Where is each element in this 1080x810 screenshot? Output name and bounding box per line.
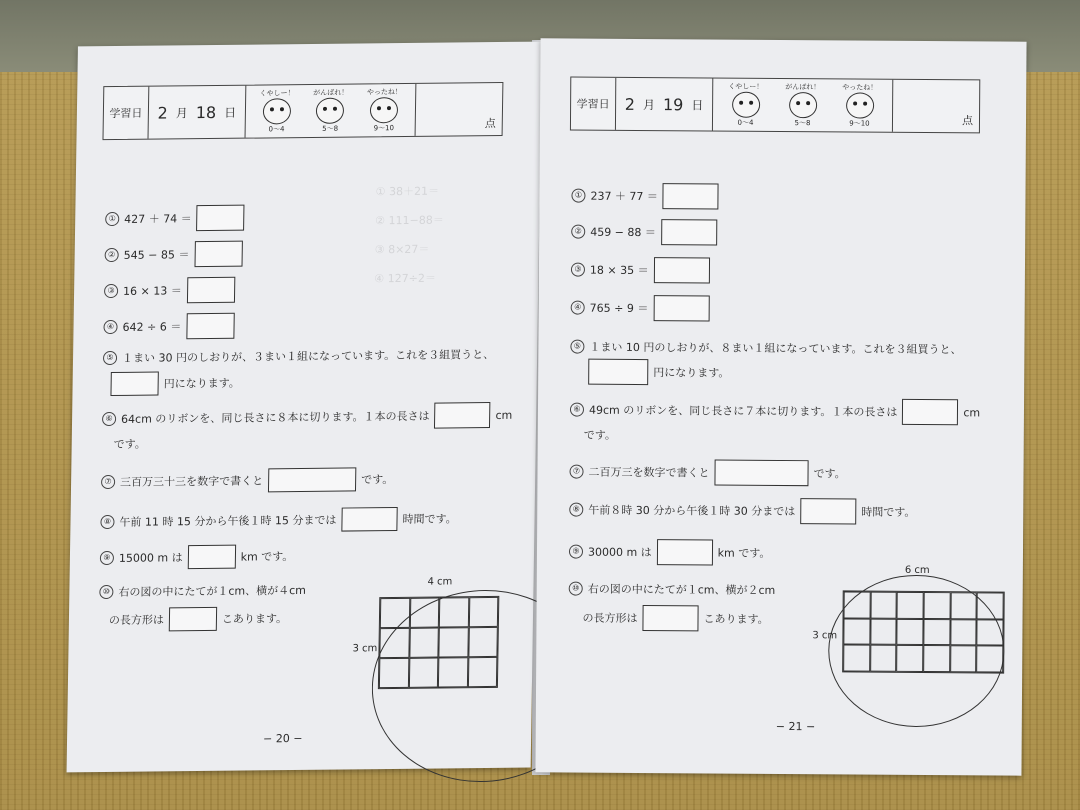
study-date (149, 86, 247, 139)
answer-box[interactable] (110, 372, 158, 397)
question-8: ⑧ 午前 11 時 15 分から午後１時 15 分までは 時間です。 (100, 506, 457, 534)
question-10: ⑩ 右の図の中にたてが１cm、横が４cm (99, 582, 306, 600)
question-5: ⑤ １まい 30 円のしおりが、３まい１組になっています。これを３組買うと、 (103, 346, 494, 366)
score-faces (246, 84, 417, 138)
page-number: − 21 − (775, 719, 816, 734)
study-date-header (570, 77, 980, 134)
question-9: ⑨ 30000 m は km です。 (569, 539, 771, 566)
face-frustrated-icon: くやしー！ 0〜4 (259, 89, 295, 134)
study-date-header (102, 82, 503, 140)
question-5-answer: 円になります。 (110, 371, 240, 396)
score-box[interactable] (893, 80, 979, 133)
left-page: 学習日 2 月 18 日 くやしー！ 0〜4 がんばれ！ 5〜8 やったね！ 9〜10 点 ① 38＋21＝ ② 111−88＝ ③ 8×27＝ ④ 127÷2＝ ① 427 ＋ 74 ＝ ② 545 − 85 ＝ ③ 16 × 13 ＝ ④ 642 ÷ 6 ＝ ⑤ １まい 30 円のしおりが、３まい１組になっています。これを３組買うと、 円になります。 ⑥ 64cm のリボンを、同じ長さに８本に切ります。１本の長さは cm です。 ⑦ 三百万三十三を数字で書くと です。 ⑧ 午前 11 時 15 分から午後１時 15 分までは 時間です。 ⑨ 15000 m は km です。 ⑩ 右の図の中にたてが１cm、横が４cm の長方形は こあります。 4 cm 3 cm − 20 − (67, 42, 543, 773)
width-label: 6 cm (904, 564, 930, 577)
question-3: ③ 16 × 13 ＝ (104, 277, 235, 304)
height-label: 3 cm (352, 643, 378, 655)
question-2: ② 459 − 88 ＝ (571, 219, 717, 246)
question-7: ⑦ 三百万三十三を数字で書くと です。 (101, 467, 394, 494)
rectangle-grid-6x3 (842, 590, 1005, 673)
question-5-answer: 円になります。 (588, 359, 729, 386)
question-10-answer: の長方形は こあります。 (109, 606, 288, 632)
question-3: ③ 18 × 35 ＝ (571, 257, 710, 284)
question-1: ① 237 ＋ 77 ＝ (571, 183, 719, 210)
page-number: − 20 − (262, 731, 303, 746)
question-6: ⑥ 64cm のリボンを、同じ長さに８本に切ります。１本の長さは cm (102, 402, 513, 432)
question-5: ⑤ １まい 10 円のしおりが、８まい１組になっています。これを３組買うと、 (570, 339, 961, 358)
question-2: ② 545 − 85 ＝ (104, 241, 242, 268)
answer-box[interactable] (187, 277, 235, 304)
right-page (535, 38, 1026, 775)
answer-box[interactable] (434, 402, 490, 429)
answer-box[interactable] (588, 359, 648, 385)
score-box[interactable] (416, 83, 503, 136)
answer-box[interactable] (169, 607, 217, 632)
month-unit: 月 (175, 105, 188, 120)
height-label: 3 cm (812, 630, 838, 642)
answer-box[interactable] (661, 219, 717, 245)
question-6-end: です。 (113, 437, 146, 451)
answer-box[interactable] (642, 605, 698, 631)
face-cheer-icon: がんばれ！ 5〜8 (313, 88, 349, 133)
answer-box[interactable] (186, 313, 234, 340)
answer-box[interactable] (800, 498, 856, 524)
rectangle-grid-4x3 (378, 596, 499, 689)
answer-box[interactable] (663, 183, 719, 209)
answer-box[interactable] (714, 460, 808, 487)
question-7: ⑦ 二百万三を数字で書くと です。 (569, 459, 845, 487)
face-frustrated-icon: くやしー！ 0〜4 (728, 82, 764, 127)
answer-box[interactable] (657, 539, 713, 565)
study-date (616, 78, 713, 131)
answer-box[interactable] (653, 295, 709, 321)
score-faces (713, 79, 893, 132)
day-unit: 日 (224, 105, 237, 120)
month-unit: 月 (642, 97, 656, 112)
answer-box[interactable] (194, 241, 242, 268)
question-6: ⑥ 49cm のリボンを、同じ長さに７本に切ります。１本の長さは cm (570, 397, 980, 426)
month-value: 2 (624, 94, 636, 114)
question-9: ⑨ 15000 m は km です。 (100, 544, 294, 570)
day-value: 18 (195, 102, 217, 122)
question-4: ④ 642 ÷ 6 ＝ (103, 313, 234, 340)
question-8: ⑧ 午前８時 30 分から午後１時 30 分までは 時間です。 (569, 497, 915, 525)
question-10: ⑩ 右の図の中にたてが１cm、横が２cm (569, 581, 776, 598)
question-1: ① 427 ＋ 74 ＝ (105, 205, 245, 232)
answer-box[interactable] (902, 399, 958, 425)
face-cheer-icon: がんばれ！ 5〜8 (785, 83, 821, 128)
question-10-answer: の長方形は こあります。 (582, 605, 768, 632)
face-happy-icon: やったね！ 9〜10 (842, 83, 878, 128)
face-happy-icon: やったね！ 9〜10 (366, 88, 402, 133)
answer-box[interactable] (197, 205, 245, 232)
study-date-label: 学習日 (571, 78, 616, 130)
width-label: 4 cm (427, 576, 453, 588)
answer-box[interactable] (341, 507, 397, 532)
score-unit: 点 (961, 114, 974, 128)
month-value: 2 (157, 102, 168, 123)
question-6-end: です。 (583, 428, 616, 442)
day-unit: 日 (691, 97, 704, 112)
answer-box[interactable] (268, 467, 356, 492)
question-4: ④ 765 ÷ 9 ＝ (571, 295, 710, 322)
score-unit: 点 (484, 117, 496, 131)
study-date-label: 学習日 (103, 87, 149, 139)
answer-box[interactable] (187, 545, 235, 570)
day-value: 19 (662, 94, 684, 114)
answer-box[interactable] (654, 257, 710, 283)
